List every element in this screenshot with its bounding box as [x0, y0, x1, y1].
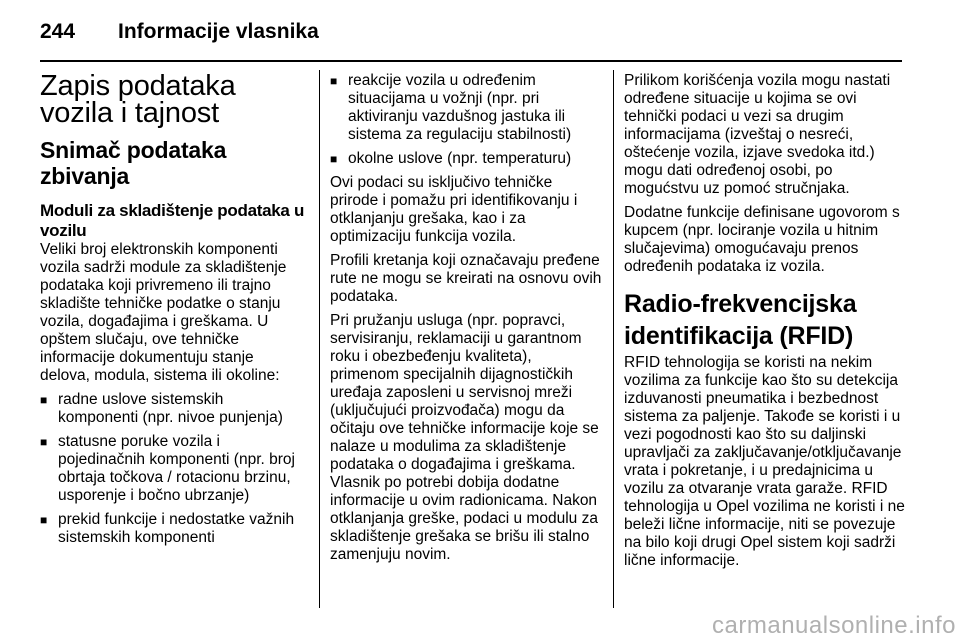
- body-paragraph: Dodatne funkcije definisane ugovorom s kupcem (npr. lociranje vozila u hitnim slučajevima) omogućavaju prenos određenih podataka iz vozila.: [624, 204, 900, 275]
- topic-heading: Moduli za skladištenje podataka u vozilu: [40, 201, 305, 240]
- list-item: ■ statusne poruke vozila i pojedinačnih komponenti (npr. broj obrtaja točkova / rotacionu brzinu, usporenje i bočno ubrzanje): [40, 433, 306, 505]
- rfid-heading: Radio-frekvencijska identifikacija (RFID): [624, 290, 857, 350]
- body-paragraph: Veliki broj elektronskih komponenti vozila sadrži module za skladištenje podataka koji privremeno ili trajno skladište tehničke podatke o stanju vozila, događajima i greškama. U opštem slučaju, ove tehničke informacije dokumentuju stanje delova, modula, sistema ili okoline:: [40, 241, 287, 384]
- list-item: ■ prekid funkcije i nedostatke važnih sistemskih komponenti: [40, 511, 306, 547]
- section-title: Zapis podataka vozila i tajnost: [40, 70, 236, 129]
- column-divider-2: [613, 70, 614, 608]
- watermark: carmanualsonline.info: [712, 612, 956, 639]
- body-paragraph: Prilikom korišćenja vozila mogu nastati određene situacije u kojima se ovi tehnički podaci u vezi sa drugim informacijama (izveštaj o nesreći, oštećenje vozila, izjave svedoka itd.) mogu dati određenoj osobi, po mogućstvu uz pomoć stručnjaka.: [624, 72, 891, 197]
- list-item: ■ reakcije vozila u određenim situacijama u vožnji (npr. pri aktiviranju vazdušnog jastuka ili sistema za regulaciju stabilnosti): [330, 72, 602, 144]
- body-paragraph: Profili kretanja koji označavaju pređene rute ne mogu se kreirati na osnovu ovih podataka.: [330, 252, 602, 305]
- header-rule: [40, 60, 902, 62]
- body-paragraph: Ovi podaci su isključivo tehničke prirode i pomažu pri identifikovanju i otklanjanju grešaka, kao i za optimizaciju funkcija vozila.: [330, 174, 578, 245]
- column-3: [624, 72, 910, 576]
- page-header: [0, 0, 960, 62]
- column-2: [330, 72, 602, 570]
- bullet-list: [40, 391, 306, 547]
- subsection-title: Snimač podataka zbivanja: [40, 137, 227, 189]
- bullet-list: [330, 72, 602, 168]
- body-paragraph: RFID tehnologija se koristi na nekim vozilima za funkcije kao što su detekcija izduvanosti pneumatika i bezbednost sistema za paljenje. Takođe se koristi i u vezi pogodnosti kao što su daljinski upravljači za zaključavanje/otključavanje vrata i pokretanje, i u predajnicima u vozilu za otvaranje vrata garaže. RFID tehnologija u Opel vozilima ne koristi i ne beleži lične informacije, niti se povezuje na bilo koji drugi Opel sistem koji sadrži lične informacije.: [624, 354, 905, 569]
- body-paragraph: Pri pružanju usluga (npr. popravci, servisiranju, reklamaciji u garantnom roku i obezbeđenju kvaliteta), primenom specijalnih dijagnostičkih uređaja zaposleni u servisnoj mreži (uključujući proizvođača) mogu da očitaju ove tehničke informacije koje se nalaze u modulima za skladištenje podataka o događajima i greškama. Vlasnik po potrebi dobija dodatne informacije u ovim radionicama. Nakon otklanjanja greške, podaci u modulu za skladištenje grešaka se brišu ili stalno zamenjuju novim.: [330, 312, 599, 563]
- running-title: Informacije vlasnika: [118, 20, 319, 43]
- page-number: 244: [40, 20, 76, 43]
- column-divider-1: [319, 70, 320, 608]
- list-item: ■ okolne uslove (npr. temperaturu): [330, 150, 602, 168]
- column-1: [40, 70, 306, 553]
- list-item: ■ radne uslove sistemskih komponenti (npr. nivoe punjenja): [40, 391, 306, 427]
